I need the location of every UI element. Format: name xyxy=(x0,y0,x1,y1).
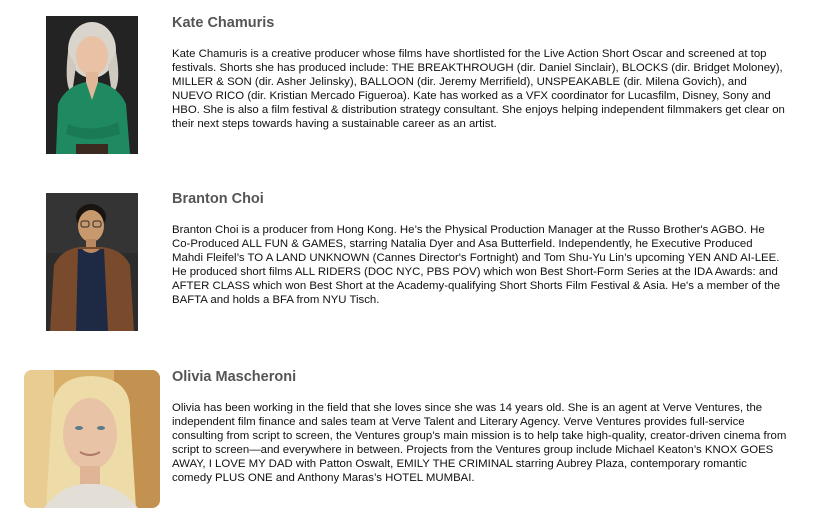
person-name: Kate Chamuris xyxy=(172,15,275,31)
headshot-photo xyxy=(46,16,138,154)
person-bio: Olivia has been working in the field that she loves since she was 14 years old. She is an agent at Verve Ventures, the independent film finance and sales team at Verve Talent and Literary Agency. Verve Ventures provides full-service consulting from script to screen, the Ventures group’s main mission is to help take high-quality, creator-driven cinema from script to screen—and everywhere in between. Projects from the Ventures group include Michael Keaton’s KNOX GOES AWAY, I LOVE MY DAD with Patton Oswalt, EMILY THE CRIMINAL starring Aubrey Plaza, contemporary romantic comedy PLUS ONE and Anthony Maras’s HOTEL MUMBAI. xyxy=(172,402,787,484)
person-name: Olivia Mascheroni xyxy=(172,369,297,385)
portrait-image xyxy=(46,193,138,331)
person-bio: Branton Choi is a producer from Hong Kong. He’s the Physical Production Manager at the Russo Brother's AGBO. He Co-Produced ALL FUN & GAMES, starring Natalia Dyer and Asa Butterfield. Independently, he Executive Produced Mahdi Fleifel’s TO A LAND UNKNOWN (Cannes Director's Fortnight) and Tom Shu-Yu Lin’s upcoming YEN AND AI-LEE. He produced short films ALL RIDERS (DOC NYC, PBS POV) which won Best Short-Form Series at the IDA Awards: and AFTER CLASS which won Best Short at the Academy-qualifying Short Shorts Film Festival & Asia. He's a member of the BAFTA and holds a BFA from NYU Tisch. xyxy=(172,224,781,306)
bio-entry-olivia-mascheroni xyxy=(0,360,825,520)
headshot-photo xyxy=(24,370,160,508)
bio-entry-kate-chamuris xyxy=(0,0,825,170)
portrait-image xyxy=(24,370,160,508)
headshot-photo xyxy=(46,193,138,331)
person-bio: Kate Chamuris is a creative producer whose films have shortlisted for the Live Action Short Oscar and screened at top festivals. Shorts she has produced include: THE BREAKTHROUGH (dir. Daniel Sinclair), BLOCKS (dir. Bridget Moloney), MILLER & SON (dir. Asher Jelinsky), BALLOON (dir. Jeremy Merrifield), UNSPEAKABLE (dir. Milena Govich), and NUEVO RICO (dir. Kristian Mercado Figueroa). Kate has worked as a VFX coordinator for Lucasfilm, Disney, Sony and HBO. She is also a film festival & distribution strategy consultant. She enjoys helping independent filmmakers get clear on their next steps towards having a sustainable career as an artist. xyxy=(172,48,785,130)
bio-entry-branton-choi xyxy=(0,180,825,350)
person-name: Branton Choi xyxy=(172,191,264,207)
portrait-image xyxy=(46,16,138,154)
